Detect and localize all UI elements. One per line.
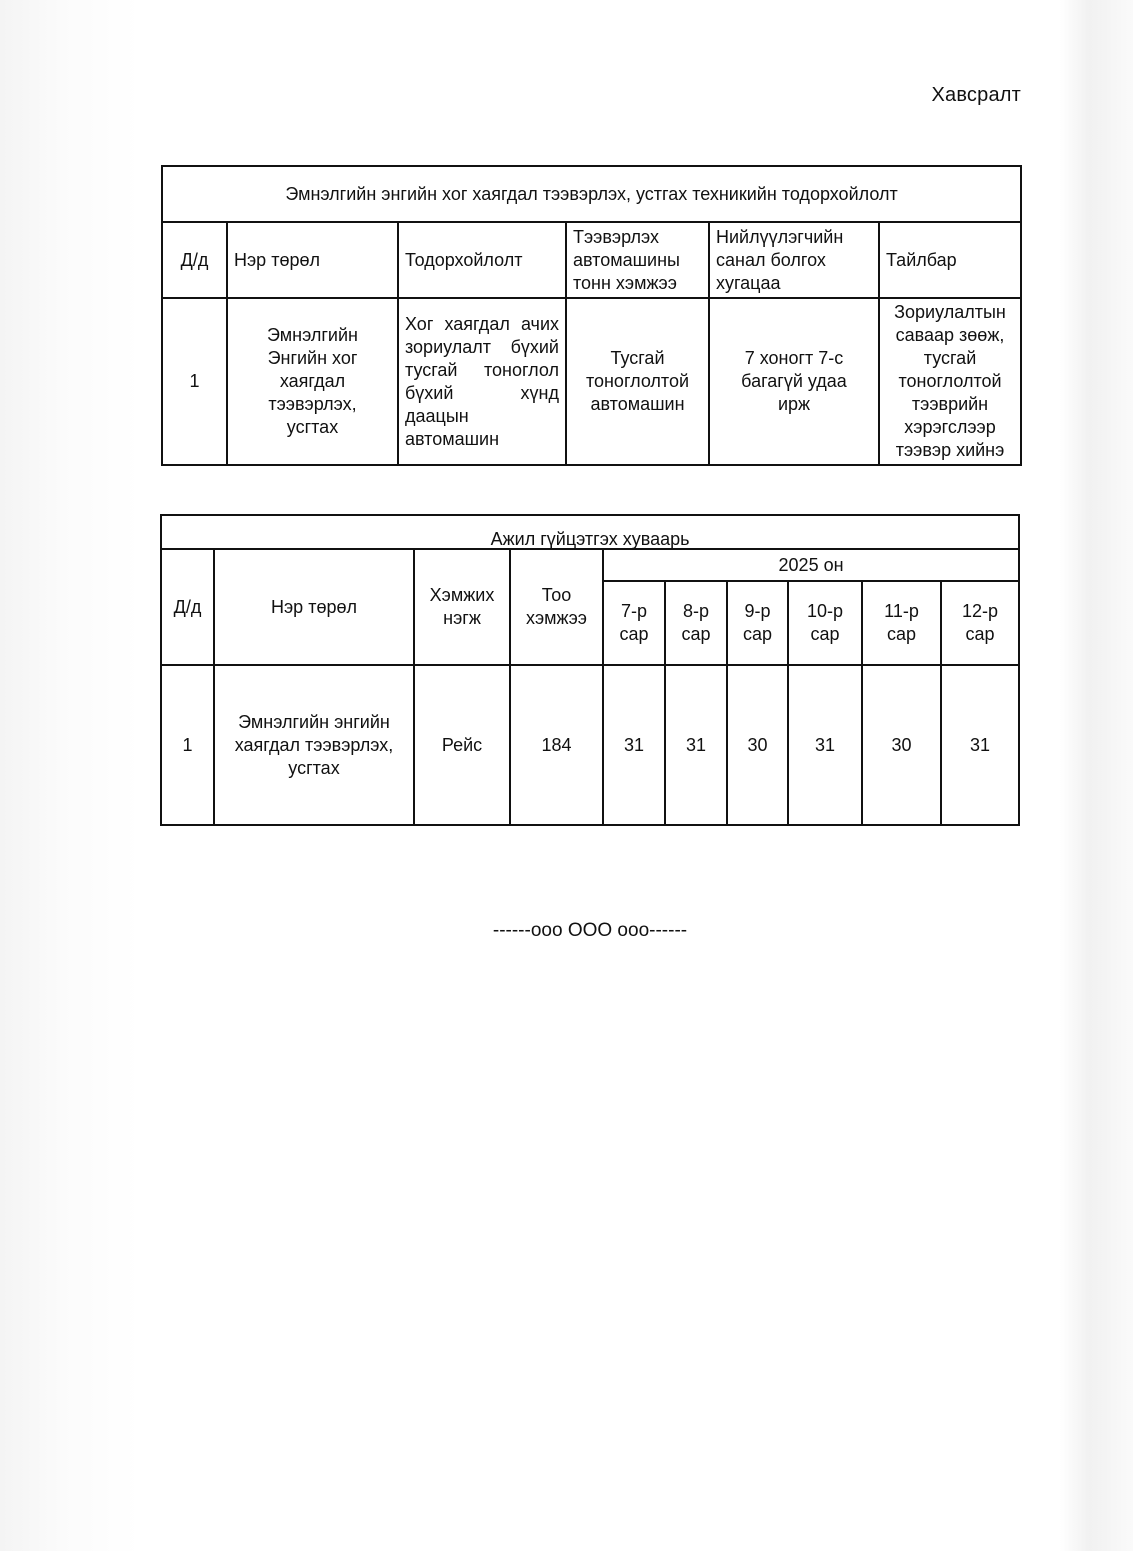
row-month-10: 31 xyxy=(788,665,862,825)
header-period: Нийлүүлэгчийн санал болгох хугацаа xyxy=(709,222,879,298)
row-no: 1 xyxy=(162,298,227,465)
row-month-9: 30 xyxy=(727,665,788,825)
header-month-12: 12-р сар xyxy=(941,581,1019,665)
header-no: Д/д xyxy=(161,549,214,665)
header-spec: Тодорхойлолт xyxy=(398,222,566,298)
closing-mark: ------ооо ООО ооо------ xyxy=(492,920,688,941)
header-no: Д/д xyxy=(162,222,227,298)
header-month-7: 7-р сар xyxy=(603,581,665,665)
header-unit: Хэмжих нэгж xyxy=(414,549,510,665)
technical-spec-title: Эмнэлгийн энгийн хог хаягдал тээвэрлэх, устгах техникийн тодорхойлолт xyxy=(162,166,1021,222)
row-name: Эмнэлгийн Энгийн хог хаягдал тээвэрлэх, усгтах xyxy=(227,298,398,465)
row-note: Зориулалтын саваар зөөж, тусгай тоноглолтой тээврийн хэрэгслээр тээвэр хийнэ xyxy=(879,298,1021,465)
header-tonnage: Тээвэрлэх автомашины тонн хэмжээ xyxy=(566,222,709,298)
row-no: 1 xyxy=(161,665,214,825)
table-row xyxy=(161,665,1019,825)
header-month-10: 10-р сар xyxy=(788,581,862,665)
header-name: Нэр төрөл xyxy=(227,222,398,298)
header-month-8: 8-р сар xyxy=(665,581,727,665)
schedule-title: Ажил гүйцэтгэх хуваарь xyxy=(161,515,1019,549)
technical-spec-table xyxy=(161,165,1022,466)
row-month-8: 31 xyxy=(665,665,727,825)
row-month-11: 30 xyxy=(862,665,941,825)
row-period: 7 хоногт 7-с багагүй удаа ирж xyxy=(709,298,879,465)
header-month-9: 9-р сар xyxy=(727,581,788,665)
row-unit: Рейс xyxy=(414,665,510,825)
row-tonnage: Тусгай тоноглолтой автомашин xyxy=(566,298,709,465)
row-quantity: 184 xyxy=(510,665,603,825)
header-note: Тайлбар xyxy=(879,222,1021,298)
work-schedule-table xyxy=(160,514,1020,826)
row-month-12: 31 xyxy=(941,665,1019,825)
header-name: Нэр төрөл xyxy=(214,549,414,665)
row-month-7: 31 xyxy=(603,665,665,825)
table-row xyxy=(162,298,1021,465)
header-quantity: Тоо хэмжээ xyxy=(510,549,603,665)
header-month-11: 11-р сар xyxy=(862,581,941,665)
row-name: Эмнэлгийн энгийн хаягдал тээвэрлэх, усгтах xyxy=(214,665,414,825)
header-year: 2025 он xyxy=(603,549,1019,581)
row-spec: Хог хаягдал ачих зориулалт бүхий тусгай тоноглол бүхий хүнд даацын автомашин xyxy=(398,298,566,465)
annex-label: Хавсралт xyxy=(931,84,1021,106)
